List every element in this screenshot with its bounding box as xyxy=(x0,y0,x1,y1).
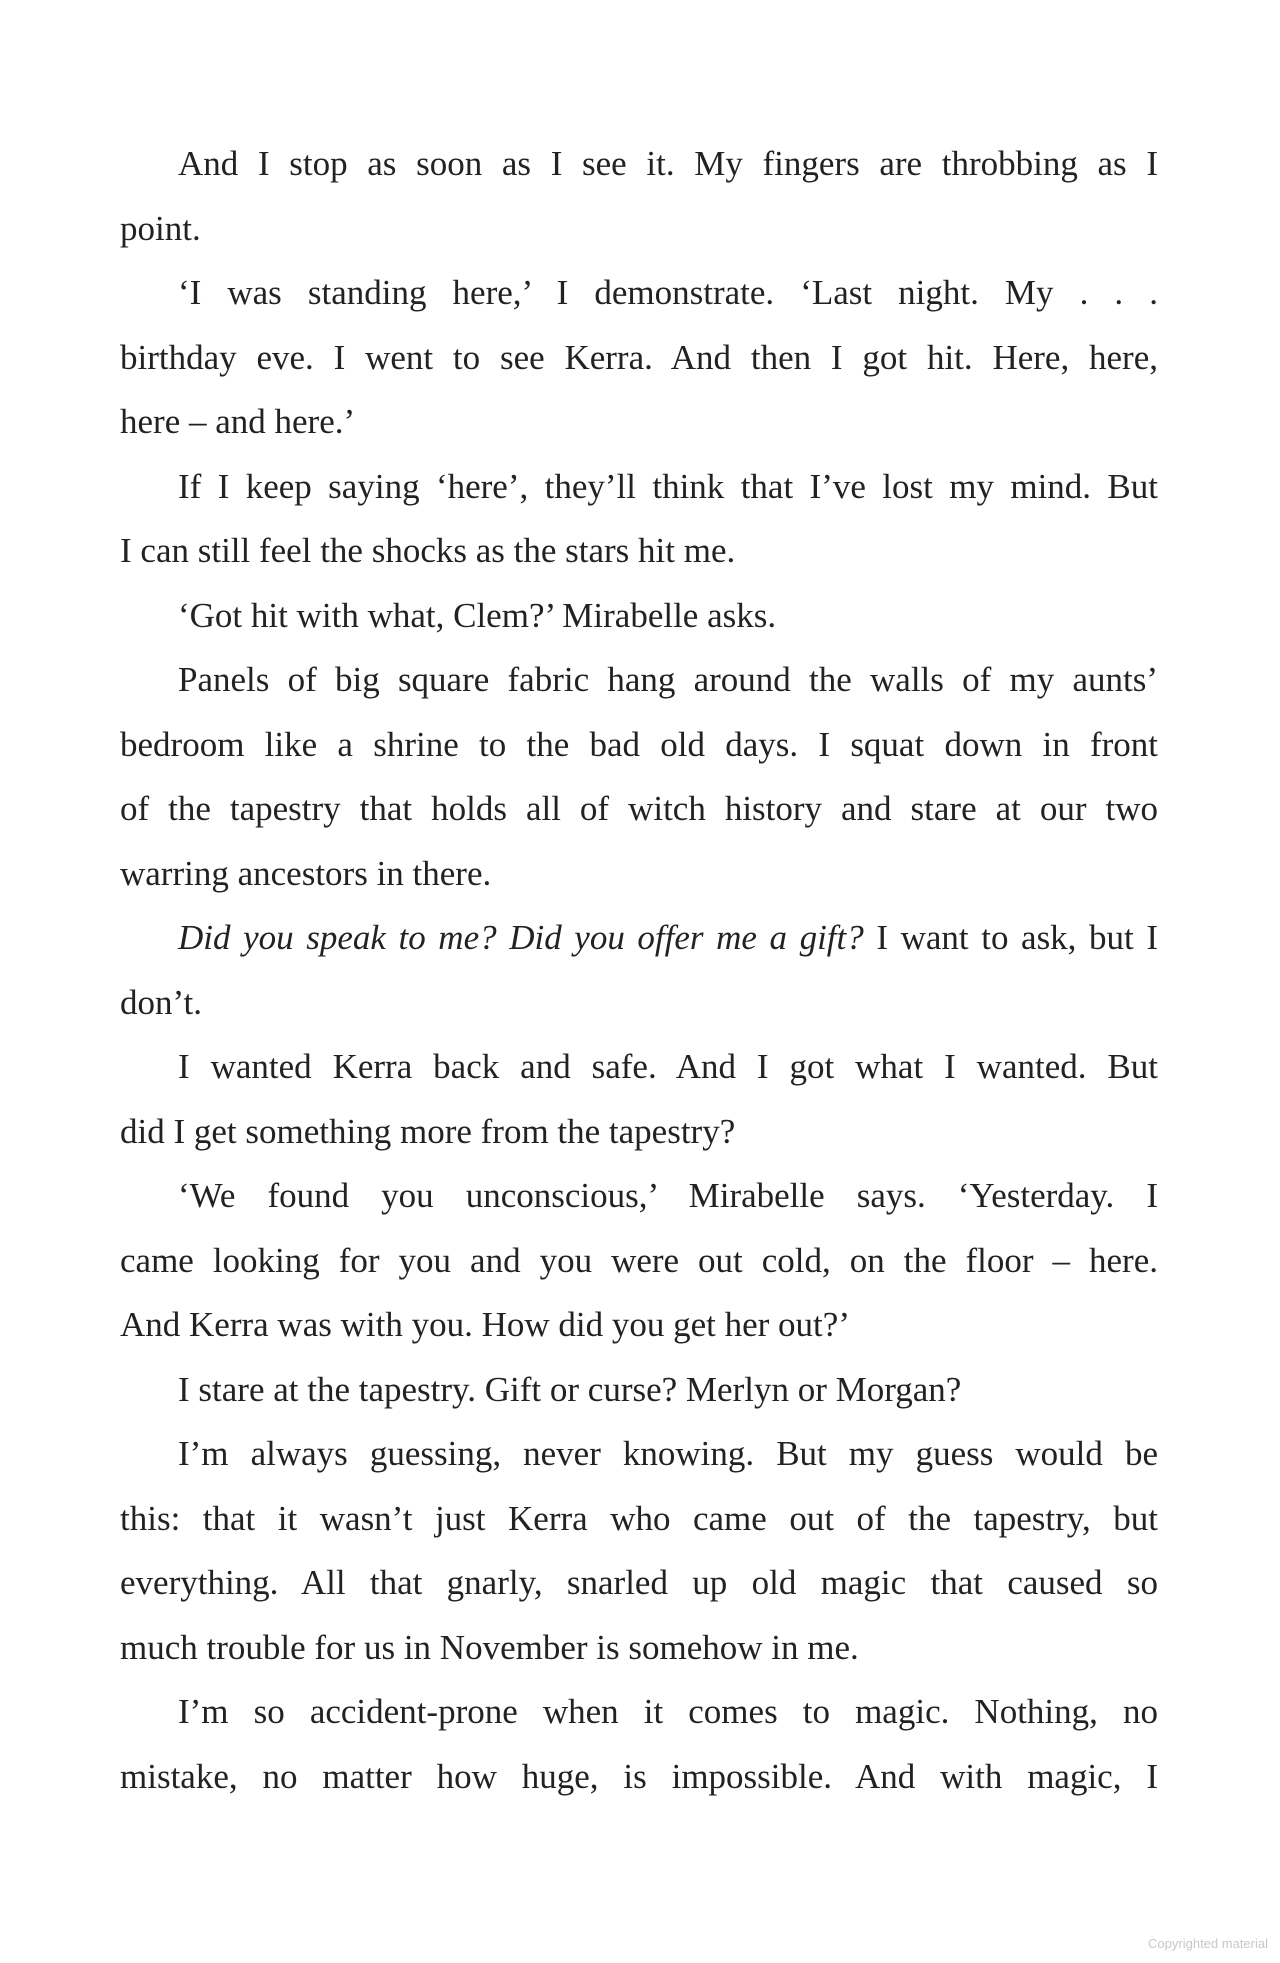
text-line: birthday eve. I went to see Kerra. And then I got hit. Here, here, xyxy=(120,337,1158,377)
text-line: did I get something more from the tapestry? xyxy=(120,1111,736,1151)
text-line: I wanted Kerra back and safe. And I got what I wanted. But xyxy=(178,1047,1158,1086)
text-line: I can still feel the shocks as the stars hit me. xyxy=(120,531,736,570)
text-line: I’m always guessing, never knowing. But my guess would be xyxy=(178,1434,1158,1473)
text-line: ‘We found you unconscious,’ Mirabelle says. ‘Yesterday. I xyxy=(178,1176,1158,1215)
text-line: this: that it wasn’t just Kerra who came out of the tapestry, but xyxy=(120,1498,1158,1538)
text-line: everything. All that gnarly, snarled up old magic that caused so xyxy=(120,1563,1158,1602)
text-line: mistake, no matter how huge, is impossible. And with magic, I xyxy=(120,1756,1158,1796)
copyright-notice: Copyrighted material xyxy=(1148,1936,1268,1951)
text-line: here – and here.’ xyxy=(120,402,356,441)
text-line-rest: I want to ask, but I xyxy=(863,918,1158,957)
text-line: I’m so accident-prone when it comes to magic. Nothing, no xyxy=(178,1692,1158,1731)
text-line-italic-mixed xyxy=(120,906,1158,971)
book-page-text xyxy=(120,132,1158,1809)
text-line: And Kerra was with you. How did you get her out?’ xyxy=(120,1305,850,1344)
italic-thought: Did you speak to me? Did you offer me a gift? xyxy=(178,918,864,957)
text-line: I stare at the tapestry. Gift or curse? Merlyn or Morgan? xyxy=(178,1369,962,1409)
text-line: ‘I was standing here,’ I demonstrate. ‘Last night. My . . . xyxy=(178,273,1158,312)
text-line: And I stop as soon as I see it. My fingers are throbbing as I xyxy=(178,144,1158,183)
text-line: point. xyxy=(120,208,201,248)
text-line: If I keep saying ‘here’, they’ll think that I’ve lost my mind. But xyxy=(178,466,1158,506)
text-line: ‘Got hit with what, Clem?’ Mirabelle asks. xyxy=(178,595,777,635)
text-line: of the tapestry that holds all of witch history and stare at our two xyxy=(120,789,1158,828)
text-line: Panels of big square fabric hang around the walls of my aunts’ xyxy=(178,660,1158,699)
text-line: came looking for you and you were out cold, on the floor – here. xyxy=(120,1240,1158,1280)
text-line: warring ancestors in there. xyxy=(120,853,492,893)
text-line: don’t. xyxy=(120,982,202,1022)
text-line: much trouble for us in November is somehow in me. xyxy=(120,1627,859,1667)
text-line: bedroom like a shrine to the bad old days. I squat down in front xyxy=(120,724,1158,764)
